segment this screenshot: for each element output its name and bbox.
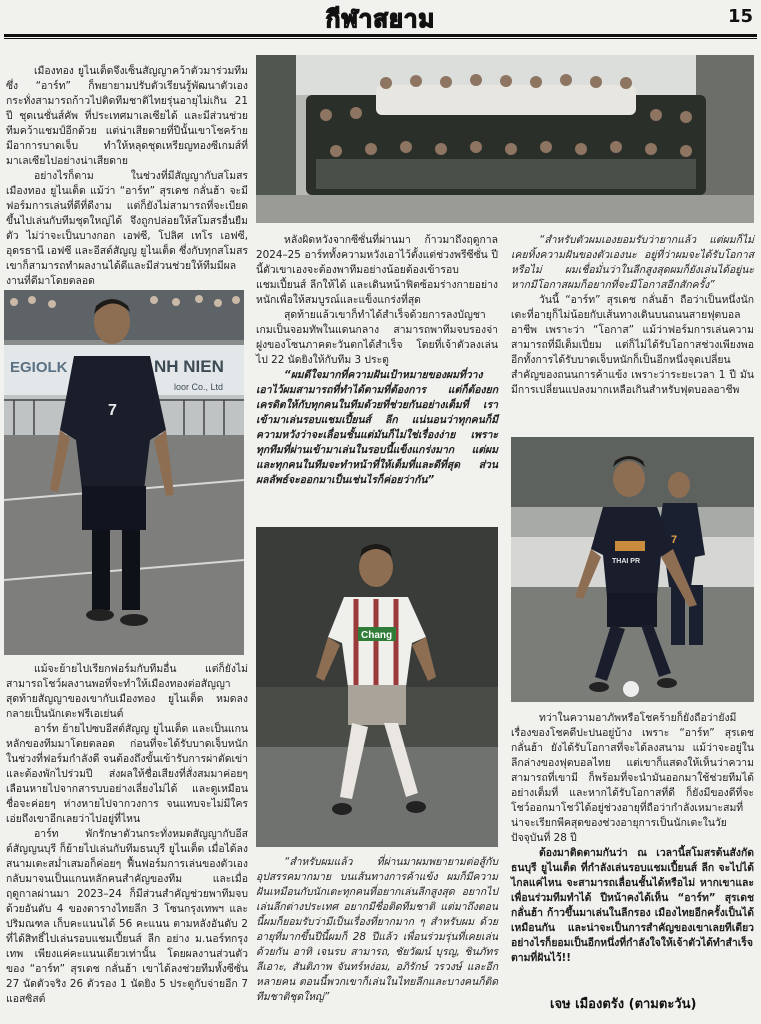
shirt-sponsor: Chang: [361, 630, 393, 641]
masthead-rule-thin: [4, 38, 757, 39]
column-3-bottom-text: [511, 711, 754, 989]
quote: “สำหรับผมแล้ว ที่ผ่านมาผมพยายามต่อสู้กับอุปสรรคมากมาย บนเส้นทางการค้าแข้ง ผมก็มีความฝันเหมือนกับนักเตะทุกคนที่อยากเล่นลีกสูงสุด อยากไปเล่นลีกต่างประเทศ อยากมีชื่อติดทีมชาติ แต่มาถึงตอนนี้ผมก็ยอมรับว่ามีเป็นเรื่องที่ยากมาก ๆ สำหรับผม ด้วยอายุที่มากขึ้นปีนี้ผมก็ 28 ปีแล้ว เพื่อนร่วมรุ่นที่เคยเล่นด้วยกัน อาทิ เจนรบ สามารถ, ชัยวัฒน์ บุรญ, ชินภัทร ลีเอาะ, สันติภาพ จันทร์หง่อม, อภิรักษ์ วรวงษ์ และอีกหลายคน ตอนนี้พวกเขาก็เล่นในไทยลีกและบางคนก็ติดทีมชาติชุดใหญ่”: [256, 856, 498, 1003]
paragraph: วันนี้ “อาร์ท” สุรเดช กลั่นฮ้า ถือว่าเป็นหนึ่งนักเตะที่อายุก็ไม่น้อยกับเส้นทางเดินบนถนนสายฟุตบอลอาชีพ เพราะว่า “โอกาส” แม้ว่าฟอร์มการเล่นความสามารถที่มีเต็มเปี่ยม แต่ก็ไม่ได้รับโอกาสช่วงเพียงพอ อีกทั้งการได้รับบาดเจ็บหนักก็เป็นอีกหนึ่งจุดเปลี่ยนสำคัญของถนนการค้าแข้ง เพราะว่าระยะเวลา 1 ปี มันมีการเปลี่ยนแปลงมากเหลือเกินสำหรับฟุตบอลอาชีพ: [511, 294, 754, 396]
quote: “ผมดีใจมากที่ความฝันเป้าหมายของผมที่วางเอาไว้ผมสามารถที่ทำได้ตามที่ต้องการ แต่ก็ต้องยกเครดิตให้กับทุกคนในทีมด้วยที่ช่วยกันอย่างเต็มที่ เราเข้ามาเล่นรอบแชมเปี้ยนส์ ลีก แน่นอนว่าทุกคนก็มีความหวังว่าจะเลื่อนชั้นแต่มันก็ไม่ใช่เรื่องง่าย เพราะทุกทีมที่ผ่านเข้ามาเล่นในรอบนี้แข็งแกร่งมาก แต่ผมและทุกคนในทีมจะทำหน้าที่ให้เต็มที่และดีที่สุด ส่วนผลลัพธ์จะออกมาเป็นเช่นไรก็ค่อยว่ากัน”: [256, 369, 498, 486]
byline: เจษ เมืองตรัง (ตามตะวัน): [550, 997, 697, 1012]
quote: “สำหรับตัวผมเองยอมรับว่ายากแล้ว แต่ผมก็ไม่เคยทิ้งความฝันของตัวเองนะ อยู่ที่ว่าผมจะได้รับโอกาสหรือไม่ ผมเชื่อมั่นว่าในลีกสูงสุดผมก็ยังเล่นได้อยู่นะ หากมีโอกาสผมก็อยากที่จะมีโอกาสอีกสักครั้ง”: [511, 234, 754, 291]
masthead-rule: [4, 34, 757, 37]
banner-text-left: EGIOLK: [10, 359, 68, 376]
paragraph: สุดท้ายแล้วเขาก็ทำได้สำเร็จด้วยการลงบัญชาเกมเป็นจอมทัพในแดนกลาง สามารถพาทีมจบรองจ่าฝูงของโซนภาคตะวันตกได้สำเร็จ โดยที่เจ้าตัวลงเล่นไป 22 นัดยิงให้กับทีม 3 ประตู: [256, 309, 498, 366]
column-3-top-text: [511, 233, 754, 433]
shirt-number: 7: [108, 402, 117, 419]
paragraph: หลังผิดหวังจากซีซั่นที่ผ่านมา ก้าวมาถึงฤดูกาล 2024–25 อาร์ททั้งความหวังเอาไว้ตั้งแต่ช่วงพรีซีซั่น ปีนี้ตัวเขาเองจะต้องพาทีมอย่างน้อยต้องเข้ารอบแชมเปี้ยนส์ ลีกให้ได้ และเดินหน้าฟิตซ้อมร่างกายอย่างหนักเพื่อให้สมบูรณ์และแข็งแกร่งที่สุด: [256, 234, 498, 306]
paragraph: อาร์ท ย้ายไปซบอีสต์สัญญ ยูไนเต็ด และเป็นแกนหลักของทีมมาโดยตลอด ก่อนที่จะได้รับบาดเจ็บหนักในช่วงที่ฟอร์มกำลังดี จนต้องถึงขั้นเข้ารับการผ่าตัดเข่า และต้องพักไปร่วมปี ส่งผลให้ชื่อเสียงที่สั่งสมมาค่อยๆ เลือนหายไปจากสารบบอย่างเลี่ยงไม่ได้ และดูเหมือนชื่อจะค่อยๆ ห่างหายไปจากวงการ จนแทบจะไม่มีใครเอ่ยถึงเขาอีกเลยว่าไปอยู่ที่ไหน: [6, 723, 248, 825]
shirt-number-back: 7: [671, 534, 678, 546]
photo-team-group: [256, 55, 754, 223]
photo-player-chang-shirt: [256, 527, 498, 847]
paragraph: ทว่าในความอาภัพหรือโชคร้ายก็ยังถือว่ายังมีเรื่องของโชคดีปะปนอยู่บ้าง เพราะ “อาร์ท” สุรเดช กลั่นฮ้า ยังได้รับโอกาสที่จะได้ลงสนาม แม้ว่าจะอยู่ในลีกล่างของฟุตบอลไทย แต่เขาก็แสดงให้เห็นว่าความสามารถที่เขามี ก็พร้อมที่จะนำมันออกมาใช้ช่วยทีมได้อย่างเต็มที่ และหากได้รับโอกาสที่ดี ก็ยังมีของดีที่จะโชว์ออกมาโชว์ได้อยู่ช่วงอายุที่ถือว่ากำลังเหมาะสมที่น่าจะเรียกพีคสุดของช่วงอายุการเป็นนักเตะในวัยปัจจุบันที่ 28 ปี: [511, 712, 754, 844]
column-2-bottom-text: [256, 855, 498, 1017]
paragraph: อาร์ท พักรักษาตัวนกระทั่งหมดสัญญากับอีสต์สัญญนบุรี ก็ย้ายไปเล่นกับทีมธนบุรี ยูไนเต็ด เมื่อได้ลงสนามเตะสม่ำเสมอก็ค่อยๆ ฟื้นฟอร์มการเล่นของตัวเองกลับมาจนเป็นแกนหลักคนสำคัญของทีม และเมื่อฤดูกาลผ่านมา 2023–24 ก็มีส่วนสำคัญช่วยพาทีมจบด้วยอันดับ 4 ของตารางไทยลีก 3 โซนกรุงเทพฯ และปริมณฑล เก็บคะแนนได้ 56 คะแนน ตามหลังอันดับ 2 ที่ได้สิทธิ์ไปเล่นรอบแชมเปี้ยนส์ ลีก อย่าง ม.นอร์ทกรุงเทพ เพียงแค่คะแนนเดียวเท่านั้น โดยผลงานส่วนตัวของ “อาร์ท” สุรเดช กลั่นฮ้า เขาได้ลงช่วยทีมทั้งซีซั่น 27 นัดตัวจริง 26 ตัวรอง 1 นัดยิง 5 ประตูกับจ่ายอีก 7 แอสซิสต์: [6, 828, 248, 1005]
banner-subtext: loor Co., Ltd: [174, 382, 224, 392]
paragraph: แม้จะย้ายไปเรียกฟอร์มกับทีมอื่น แต่ก็ยังไม่สามารถโชว์ผลงานพอที่จะทำให้เมืองทองต่อสัญญา สุดท้ายสัญญาของเขากับเมืองทอง ยูไนเต็ด หมดลง กลายเป็นนักเตะฟรีเอเย่นต์: [6, 663, 248, 720]
photo-players-training: [511, 437, 754, 702]
photo-player-standing: [4, 290, 244, 655]
paragraph: เมืองทอง ยูไนเต็ดจึงเซ็นสัญญาคว้าตัวมาร่วมทีม ซึ่ง “อาร์ท” ก็พยายามปรับตัวเรียนรู้พัฒนาตัวเองกระทั่งสามารถก้าวไปติดทีมชาติไทยรุ่นอายุไม่เกิน 21 ปี ชุดเนชั่นส์คัพ ที่ประเทศมาเลเซียได้ และมีส่วนช่วยทีมคว้าแชมป์อีกด้วย แต่น่าเสียดายที่ปีนั้นเขาโชคร้ายมีอาการบาดเจ็บ ทำให้หลุดชุดเหรียญทองซีเกมส์ที่มาเลเซียไปอย่างน่าเสียดาย: [6, 65, 248, 167]
column-2-text: [256, 233, 498, 521]
page-number: 15: [727, 6, 753, 27]
masthead: [0, 0, 761, 40]
paragraph: อย่างไรก็ตาม ในช่วงที่มีสัญญากับสโมสรเมืองทอง ยูไนเต็ด แม้ว่า “อาร์ท” สุรเดช กลั่นฮ้า จะมีฟอร์มการเล่นที่ดีที่ดีงาม แต่ก็ยังไม่สามารถที่จะเบียดขึ้นไปเล่นกับทีมชุดใหญ่ได้ จึงถูกปล่อยให้สโมสรอื่นยืมตัว ไม่ว่าจะเป็นบางกอก เอฟซี, โปลิศ เทโร เอฟซี, อุดรธานี เอฟซี และอีสต์สัญญ ยูไนเต็ด ซึ่งกับทุกสโมสรเขาก็สามารถทำผลงานได้ดีและมีส่วนช่วยให้ทีมมีผลงานที่ดีมาโดยตลอด: [6, 170, 248, 287]
paragraph: ต้องมาติดตามกันว่า ณ เวลานี้สโมสรต้นสังกัดธนบุรี ยูไนเต็ด ที่กำลังเล่นรอบแชมเปี้ยนส์ ลีก จะไปได้ไกลแค่ไหน จะสามารถเลื่อนชั้นได้หรือไม่ หากเขาและเพื่อนร่วมทีมทำได้ ปีหน้าคงได้เห็น “อาร์ท” สุรเดช กลั่นฮ้า ก้าวขึ้นมาเล่นในลีกรอง เมืองไทยอีกครั้งเป็นได้เหมือนกัน และน่าจะเป็นการสำคัญของเขาเลยทีเดียว อย่างไรก็ยอมเป็นอีกหนึ่งที่กำลังใจให้เจ้าตัวได้ทำสำเร็จตามที่ฝันไว้!!: [511, 847, 754, 964]
column-1-top-text: [6, 64, 248, 287]
kit-sponsor: THAI PR: [612, 558, 640, 565]
banner-text-right: NH NIEN: [154, 357, 224, 376]
masthead-logo: กีฬาสยาม: [325, 5, 436, 33]
column-1-bottom-text: [6, 662, 248, 1017]
